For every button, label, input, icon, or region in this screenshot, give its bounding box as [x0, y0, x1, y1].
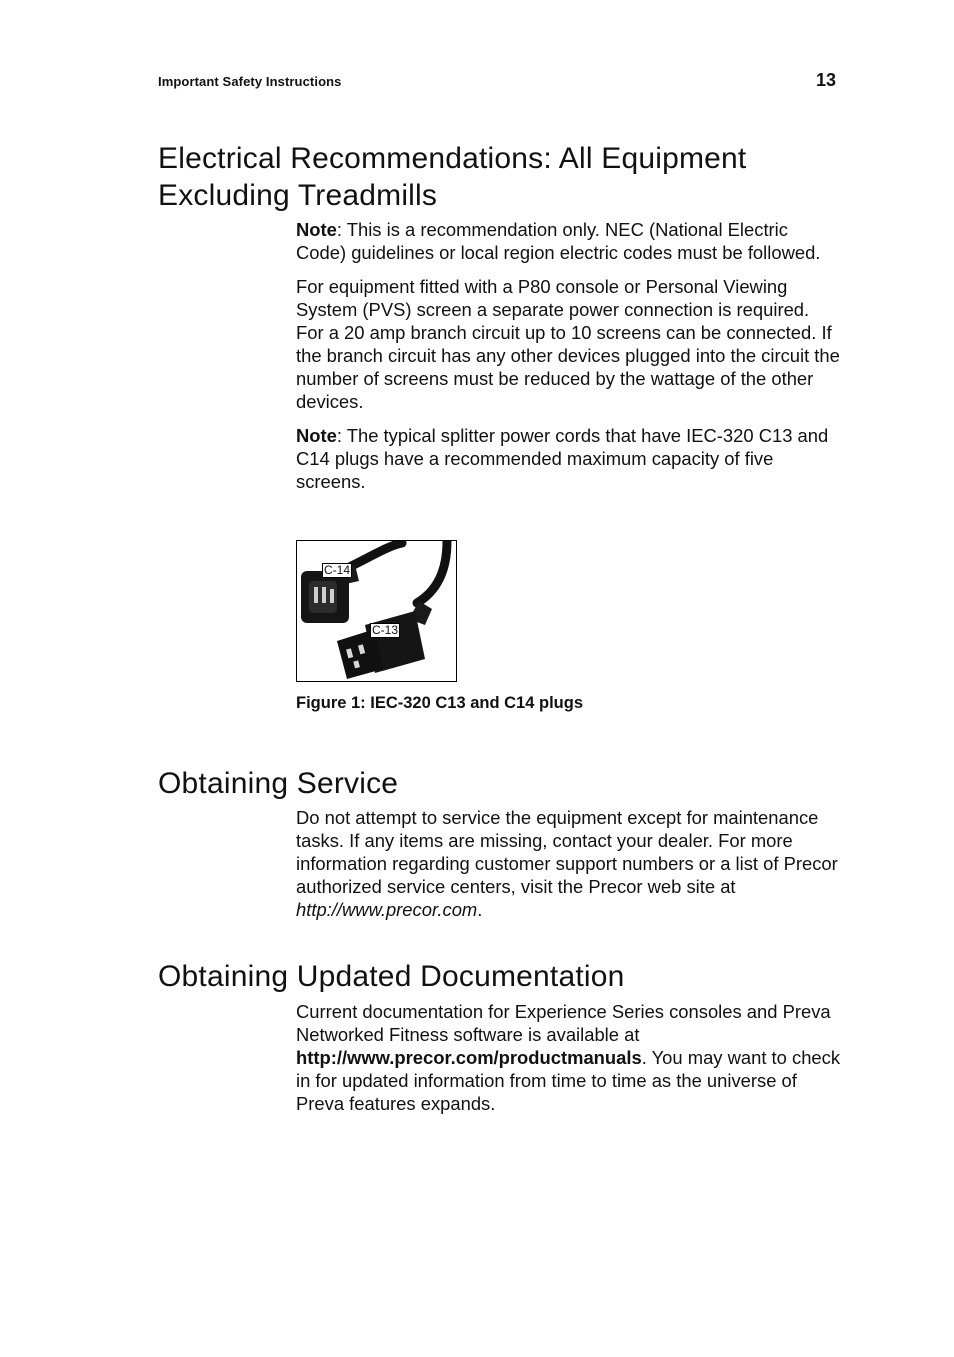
service-paragraph	[296, 806, 841, 921]
power-cord-illustration	[297, 541, 456, 681]
figure-caption: Figure 1: IEC-320 C13 and C14 plugs	[296, 694, 583, 712]
section-title-electrical: Electrical Recommendations: All Equipment Excluding Treadmills	[158, 142, 747, 212]
note-label: Note	[296, 219, 337, 240]
note-paragraph-1	[296, 218, 841, 264]
section-title-documentation: Obtaining Updated Documentation	[158, 960, 625, 993]
section-title-service: Obtaining Service	[158, 767, 399, 800]
c13-label: C-13	[372, 623, 399, 637]
service-body	[296, 806, 841, 932]
note-label: Note	[296, 425, 337, 446]
documentation-text-end: . You may want to check in for updated information from time to time as the universe of Preva features expands.	[296, 1047, 841, 1114]
plugs-figure	[296, 540, 457, 682]
running-header: Important Safety Instructions	[158, 74, 342, 89]
page-number: 13	[816, 70, 837, 90]
note-text: : This is a recommendation only. NEC (National Electric Code) guidelines or local region electric codes must be followed.	[296, 219, 821, 263]
documentation-text: Current documentation for Experience Series consoles and Preva Networked Fitness software is available at	[296, 1001, 831, 1045]
c14-label: C-14	[324, 563, 351, 577]
electrical-paragraph: For equipment fitted with a P80 console or Personal Viewing System (PVS) screen a separate power connection is required. For a 20 amp branch circuit up to 10 screens can be connected. If the branch circuit has any other devices plugged into the circuit the number of screens must be reduced by the wattage of the other devices.	[296, 276, 840, 412]
product-manuals-link[interactable]: http://www.precor.com/productmanuals	[296, 1047, 642, 1068]
note-paragraph-2	[296, 424, 841, 493]
precor-website-link[interactable]: http://www.precor.com	[296, 899, 478, 920]
service-text-end: .	[477, 899, 483, 920]
documentation-body	[296, 1000, 841, 1126]
electrical-body	[296, 218, 841, 504]
service-text: Do not attempt to service the equipment except for maintenance tasks. If any items are missing, contact your dealer. For more information regarding customer support numbers or a list of Precor authorized service centers, visit the Precor web site at	[296, 807, 838, 897]
documentation-paragraph	[296, 1000, 841, 1115]
note-text: : The typical splitter power cords that have IEC-320 C13 and C14 plugs have a recommended maximum capacity of five screens.	[296, 425, 829, 492]
